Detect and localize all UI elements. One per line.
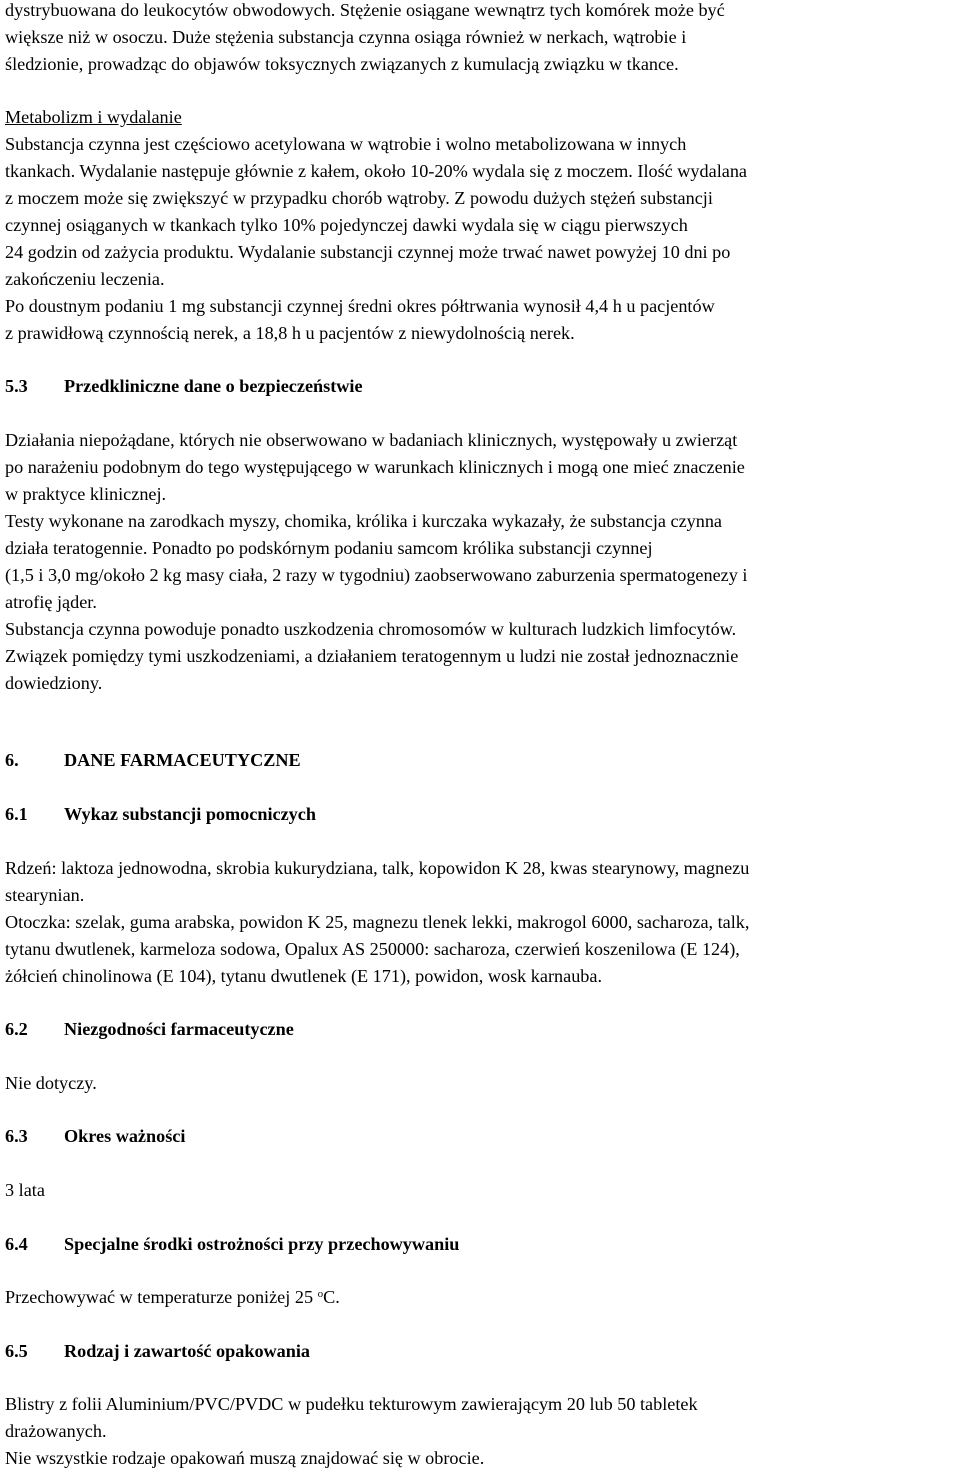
degree-sign: o [317,1288,324,1300]
paragraph-line: śledzionie, prowadząc do objawów toksycznych związanych z kumulacją związku w tkance. [5,54,679,74]
paragraph-line: żółcień chinolinowa (E 104), tytanu dwutlenek (E 171), powidon, wosk karnauba. [5,966,603,986]
paragraph-line: z moczem może się zwiększyć w przypadku chorób wątroby. Z powodu dużych stężeń substancji [5,188,713,208]
section-title: Niezgodności farmaceutyczne [64,1019,294,1039]
section-heading-6-3 [5,1123,185,1150]
paragraph-line: tytanu dwutlenek, karmeloza sodowa, Opalux AS 250000: sacharoza, czerwień koszenilowa (E 124), [5,939,740,959]
paragraph-line: 24 godzin od zażycia produktu. Wydalanie substancji czynnej może trwać nawet powyżej 10 dni po [5,242,731,262]
paragraph-line: w praktyce klinicznej. [5,484,167,504]
paragraph-line: Testy wykonane na zarodkach myszy, chomika, królika i kurczaka wykazały, że substancja czynna [5,511,723,531]
section-heading-6-2 [5,1016,294,1043]
storage-line [5,1284,340,1311]
paragraph-line: Po doustnym podaniu 1 mg substancji czynnej średni okres półtrwania wynosił 4,4 h u pacjentów [5,296,715,316]
paragraph-line: stearynian. [5,885,85,905]
paragraph-line: Nie wszystkie rodzaje opakowań muszą znajdować się w obrocie. [5,1448,485,1468]
paragraph-line: dystrybuowana do leukocytów obwodowych. Stężenie osiągane wewnątrz tych komórek może być [5,0,725,20]
paragraph-line: większe niż w osoczu. Duże stężenia substancja czynna osiąga również w nerkach, wątrobie i [5,27,687,47]
paragraph-line: działa teratogennie. Ponadto po podskórnym podaniu samcom królika substancji czynnej [5,538,653,558]
paragraph-line: tkankach. Wydalanie następuje głównie z kałem, około 10-20% wydala się z moczem. Ilość wydalana [5,161,747,181]
paragraph-line: Blistry z folii Aluminium/PVC/PVDC w pudełku tekturowym zawierającym 20 lub 50 tabletek [5,1394,698,1414]
section-title: Specjalne środki ostrożności przy przechowywaniu [64,1234,460,1254]
storage-text: Przechowywać w temperaturze poniżej 25 [5,1287,318,1307]
paragraph-line: Rdzeń: laktoza jednowodna, skrobia kukurydziana, talk, kopowidon K 28, kwas stearynowy, magnezu [5,858,750,878]
section-heading-6-4 [5,1231,459,1258]
section-heading-6-1 [5,801,316,828]
paragraph-line: Otoczka: szelak, guma arabska, powidon K 25, magnezu tlenek lekki, makrogol 6000, sacharoza, talk, [5,912,750,932]
section-heading-6 [5,747,301,774]
paragraph-line: czynnej osiąganych w tkankach tylko 10% pojedynczej dawki wydala się w ciągu pierwszych [5,215,688,235]
section-title: Wykaz substancji pomocniczych [64,804,316,824]
section-heading-6-5 [5,1338,310,1365]
section-heading-5-3 [5,373,363,400]
paragraph-line: zakończeniu leczenia. [5,269,165,289]
section-title: Rodzaj i zawartość opakowania [64,1341,311,1361]
section-number: 5.3 [5,376,28,396]
paragraph-line: Substancja czynna jest częściowo acetylowana w wątrobie i wolno metabolizowana w innych [5,134,687,154]
paragraph-line: atrofię jąder. [5,592,97,612]
section-title: DANE FARMACEUTYCZNE [64,750,301,770]
paragraph-line: Nie dotyczy. [5,1073,97,1093]
section-number: 6.1 [5,804,28,824]
section-number: 6.4 [5,1234,28,1254]
paragraph-line: z prawidłową czynnością nerek, a 18,8 h u pacjentów z niewydolnością nerek. [5,323,575,343]
section-title: Okres ważności [64,1126,186,1146]
section-title: Przedkliniczne dane o bezpieczeństwie [64,376,363,396]
storage-unit: C. [323,1287,340,1307]
paragraph-line: 3 lata [5,1180,45,1200]
paragraph-line: Związek pomiędzy tymi uszkodzeniami, a działaniem teratogennym u ludzi nie został jednoznacznie [5,646,739,666]
section-number: 6.5 [5,1341,28,1361]
paragraph-line: po narażeniu podobnym do tego występującego w warunkach klinicznych i mogą one mieć znaczenie [5,457,745,477]
paragraph-line: (1,5 i 3,0 mg/około 2 kg masy ciała, 2 razy w tygodniu) zaobserwowano zaburzenia spermatogenezy i [5,565,748,585]
paragraph-line: dowiedziony. [5,673,103,693]
section-number: 6.2 [5,1019,28,1039]
paragraph-line: Substancja czynna powoduje ponadto uszkodzenia chromosomów w kulturach ludzkich limfocytów. [5,619,737,639]
section-number: 6.3 [5,1126,28,1146]
metabolism-heading: Metabolizm i wydalanie [5,107,182,127]
paragraph-line: Działania niepożądane, których nie obserwowano w badaniach klinicznych, występowały u zwierząt [5,430,738,450]
section-number: 6. [5,750,19,770]
paragraph-line: drażowanych. [5,1421,107,1441]
